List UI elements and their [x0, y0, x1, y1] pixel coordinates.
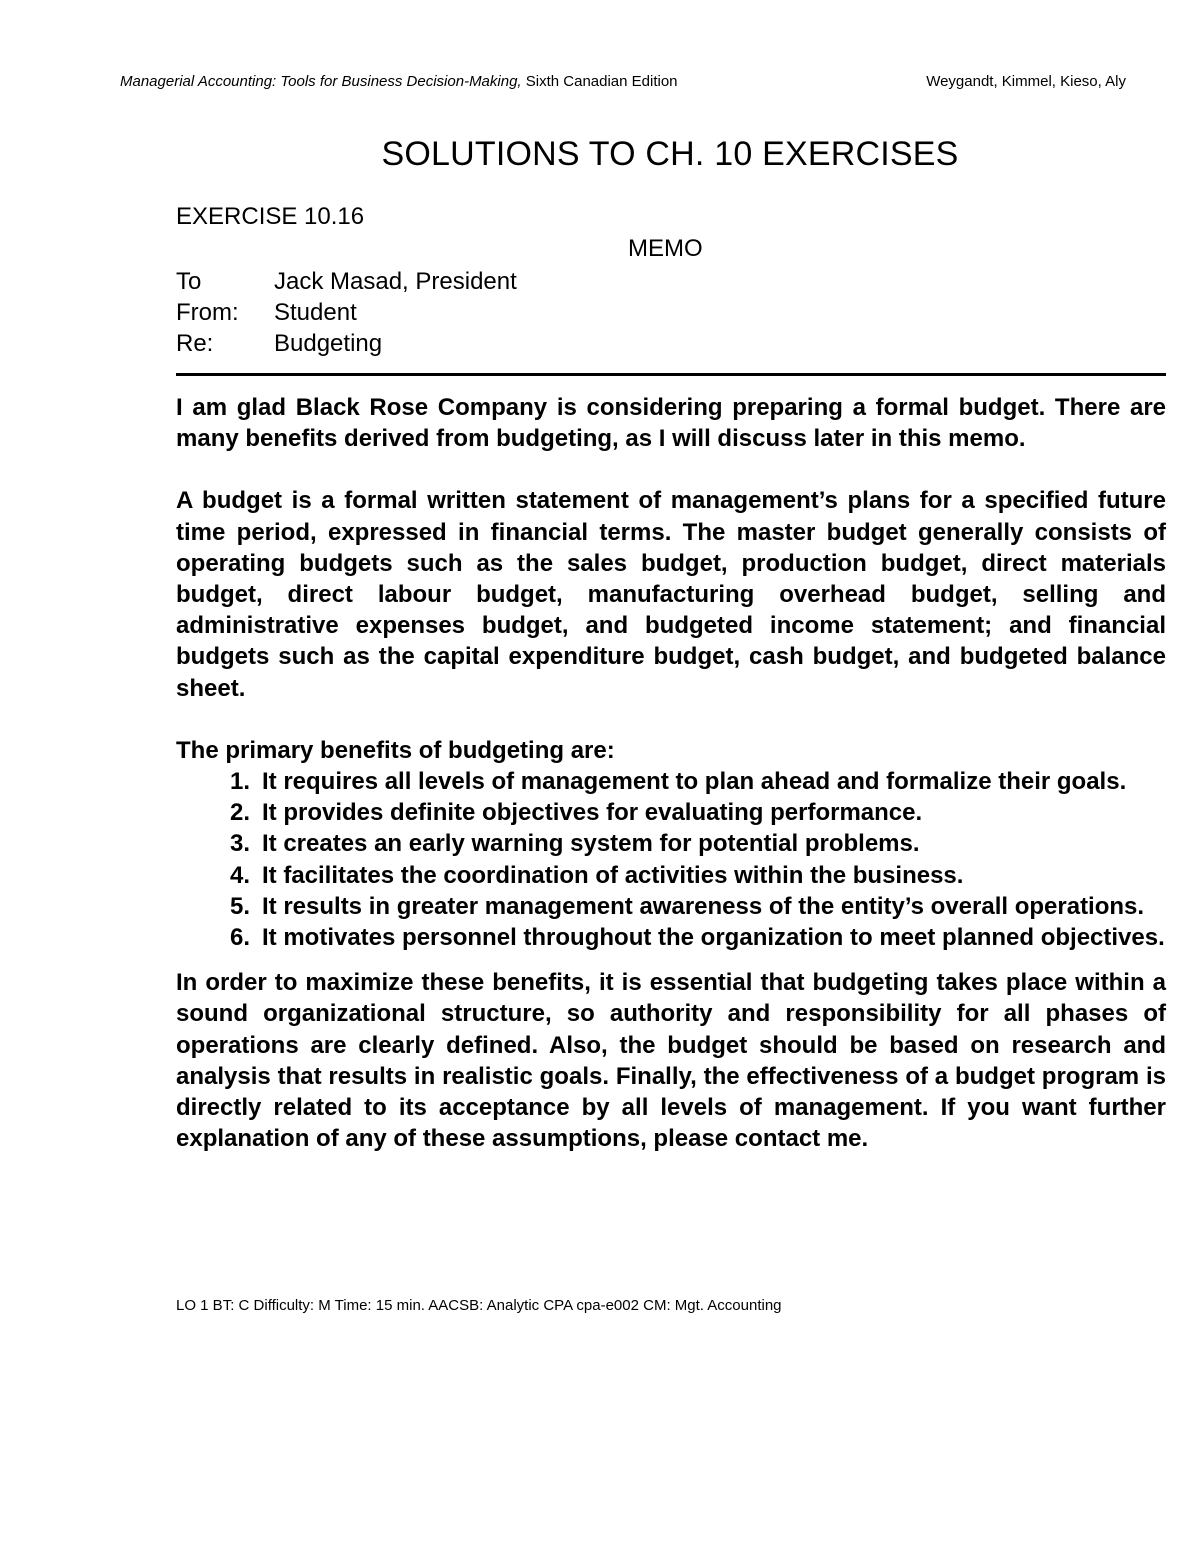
- list-item: 5. It results in greater management awareness of the entity’s overall operations.: [230, 892, 1145, 920]
- authors: Weygandt, Kimmel, Kieso, Aly: [926, 73, 1126, 90]
- memo-re-value: Budgeting: [274, 330, 383, 357]
- list-item: 6. It motivates personnel throughout the organization to meet planned objectives.: [230, 924, 1165, 952]
- list-item: 3. It creates an early warning system for potential problems.: [230, 830, 920, 858]
- memo-to-value: Jack Masad, President: [274, 268, 517, 295]
- memo-fields: [176, 266, 517, 359]
- memo-to-key: To: [176, 268, 202, 295]
- exercise-label: EXERCISE 10.16: [176, 203, 365, 230]
- memo-label: MEMO: [628, 235, 703, 262]
- memo-divider: [176, 373, 1166, 376]
- page-title: SOLUTIONS TO CH. 10 EXERCISES: [381, 135, 959, 173]
- list-item: 1. It requires all levels of management to plan ahead and formalize their goals.: [230, 768, 1127, 796]
- paragraph-budget-definition: A budget is a formal written statement of management’s plans for a specified future time period, expressed in financial terms. The master budget generally consists of operating budgets such as the sales budget, production budget, direct materials budget, direct labour budget, manufacturing overhead budget, selling and administrative expenses budget, and budgeted income statement; and financial budgets such as the capital expenditure budget, cash budget, and budgeted balance sheet.: [176, 487, 1166, 702]
- memo-from-row: [176, 297, 517, 328]
- memo-from-key: From:: [176, 299, 239, 326]
- paragraph-intro: I am glad Black Rose Company is considering preparing a formal budget. There are many benefits derived from budgeting, as I will discuss later in this memo.: [176, 394, 1166, 453]
- memo-re-key: Re:: [176, 330, 214, 357]
- memo-body: [176, 392, 1166, 1154]
- benefits-list: [176, 766, 1166, 953]
- memo-to-row: [176, 266, 517, 297]
- book-title: Managerial Accounting: Tools for Business Decision-Making, Sixth Canadian Edition: [120, 73, 678, 90]
- memo-re-row: [176, 328, 517, 359]
- memo-from-value: Student: [274, 299, 357, 326]
- list-item: 2. It provides definite objectives for evaluating performance.: [230, 799, 923, 827]
- benefits-intro: The primary benefits of budgeting are:: [176, 736, 615, 764]
- paragraph-conclusion: In order to maximize these benefits, it is essential that budgeting takes place within a sound organizational structure, so authority and responsibility for all phases of operations are clearly defined. Also, the budget should be based on research and analysis that results in realistic goals. Finally, the effectiveness of a budget program is directly related to its acceptance by all levels of management. If you want further explanation of any of these assumptions, please contact me.: [176, 969, 1166, 1153]
- list-item: 4. It facilitates the coordination of activities within the business.: [230, 861, 964, 889]
- learning-objective-tags: LO 1 BT: C Difficulty: M Time: 15 min. AACSB: Analytic CPA cpa-e002 CM: Mgt. Accounting: [176, 1297, 782, 1314]
